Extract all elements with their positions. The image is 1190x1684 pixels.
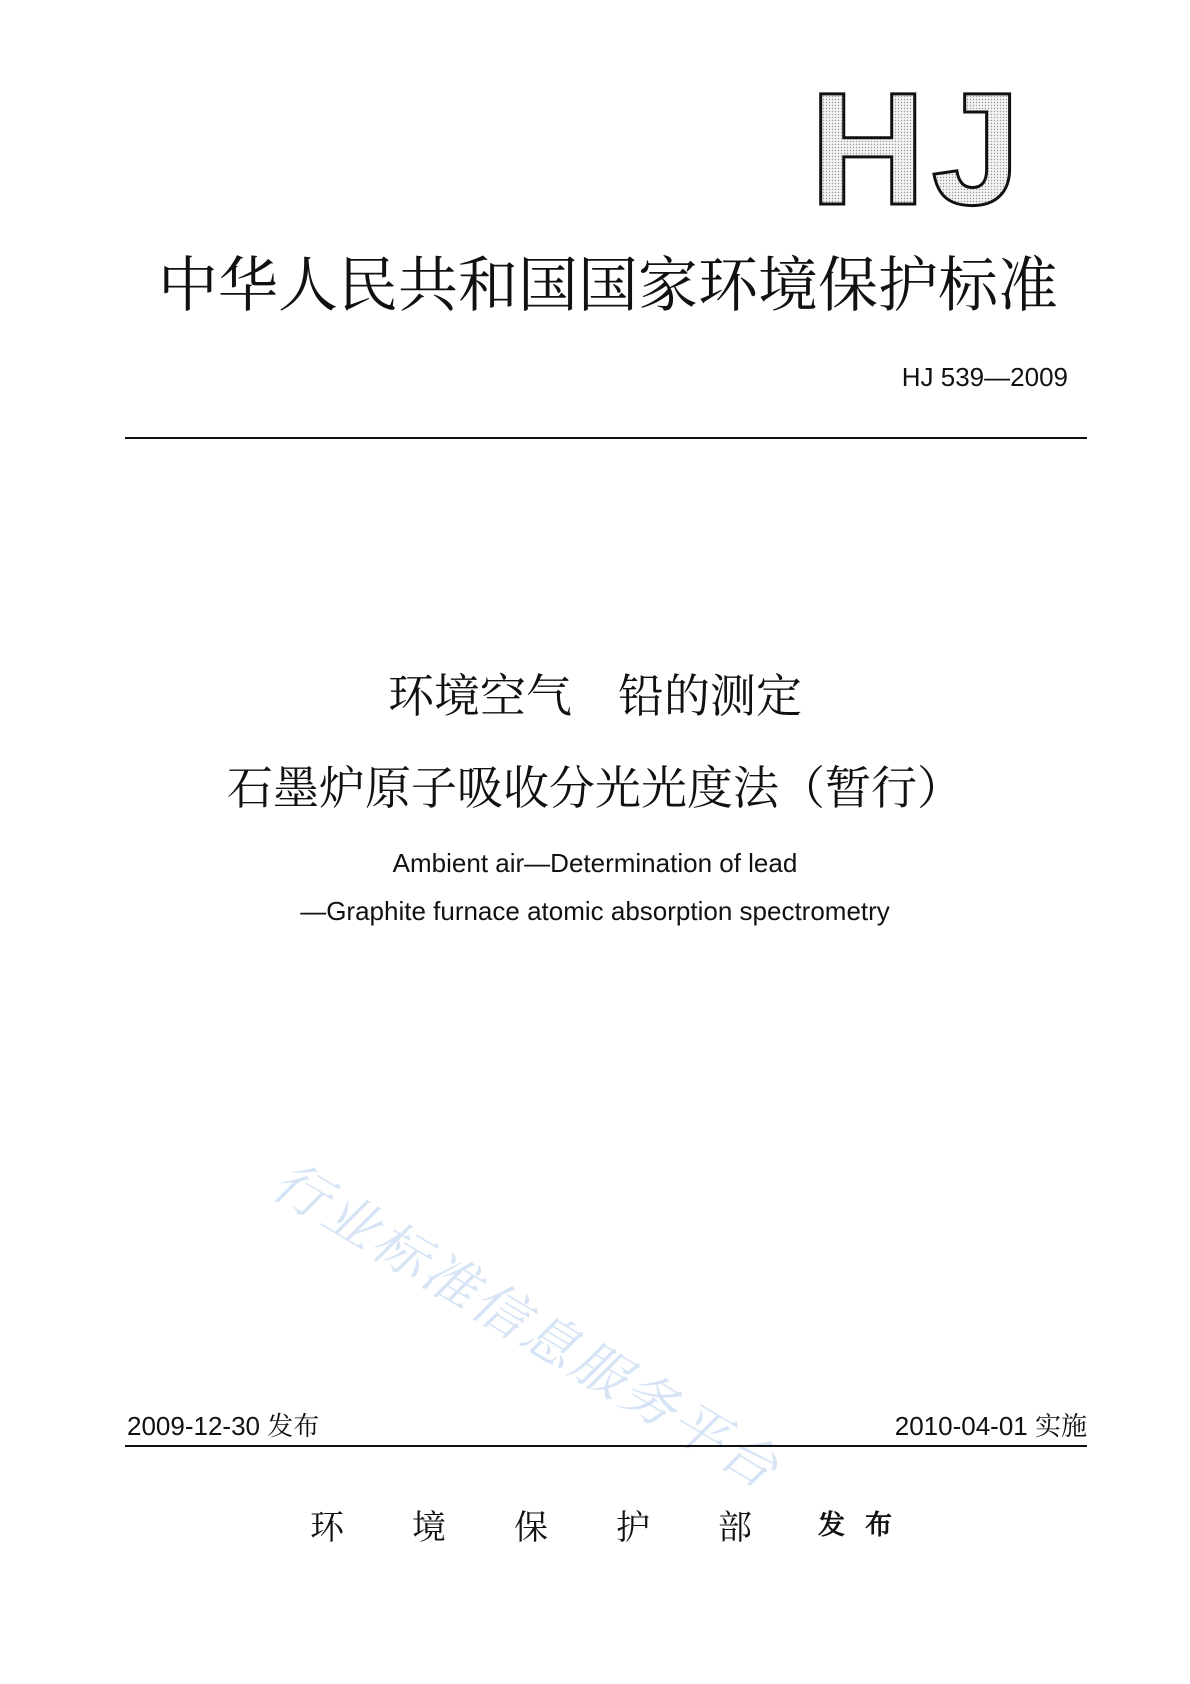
watermark: 行业标准信息服务平台 (261, 1149, 792, 1503)
title-en-line2: —Graphite furnace atomic absorption spectrometry (300, 896, 890, 926)
standard-code: HJ 539—2009 (901, 362, 1068, 392)
top-divider (125, 437, 1087, 439)
hj-logo-text: HJ (810, 86, 1027, 216)
title-cn-line1: 环境空气 铅的测定 (388, 669, 802, 723)
publisher-name: 环境保护部 (310, 1508, 820, 1548)
title-en-line1: Ambient air—Determination of lead (392, 848, 798, 878)
title-cn-line2: 石墨炉原子吸收分光光度法（暂行） (227, 761, 963, 815)
bottom-divider (125, 1445, 1087, 1447)
issue-date: 2009-12-30 发布 (127, 1411, 320, 1441)
implement-date: 2010-04-01 实施 (894, 1411, 1087, 1441)
standard-title: 中华人民共和国国家环境保护标准 (158, 251, 1058, 321)
publisher-suffix: 发布 (818, 1510, 912, 1541)
hj-logo (810, 86, 1055, 216)
